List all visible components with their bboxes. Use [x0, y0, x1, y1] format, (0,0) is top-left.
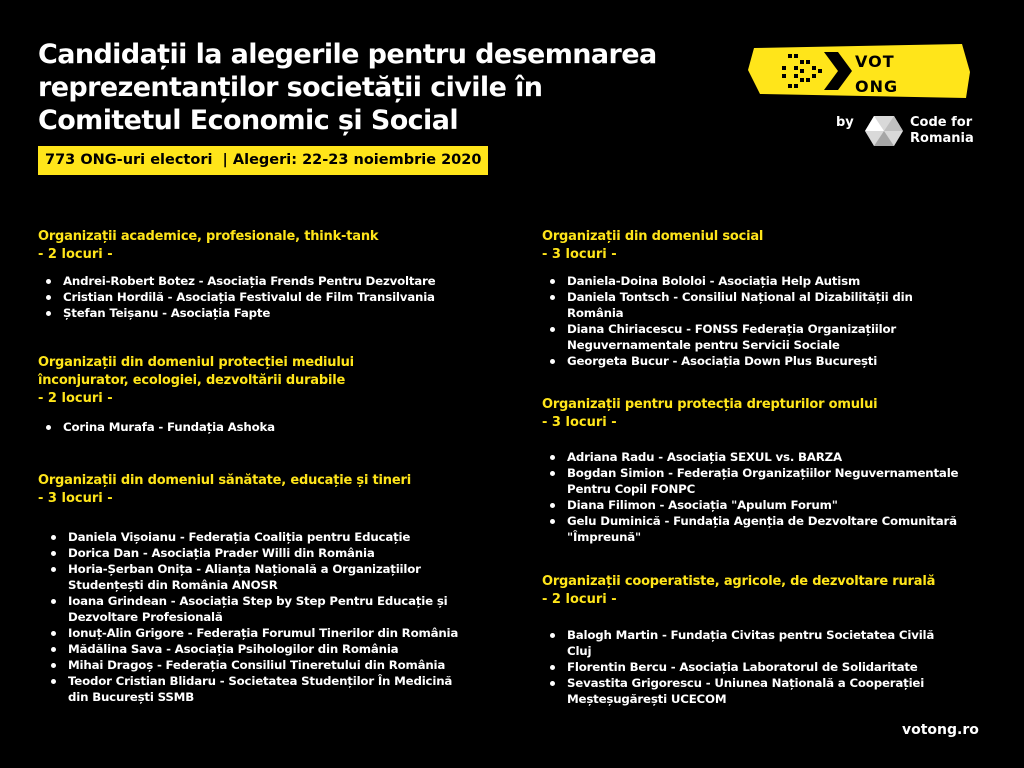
election-info-banner: 773 ONG-uri electori | Alegeri: 22-23 noiembrie 2020 [38, 146, 488, 175]
section-title: Organizații cooperatiste, agricole, de dezvoltare rurală [542, 574, 936, 589]
candidate-list [550, 273, 970, 369]
list-item: Dorica Dan - Asociația Prader Willi din România [51, 545, 471, 561]
section-health-education [38, 472, 488, 705]
list-item: Mihai Dragoș - Federația Consiliul Tineretului din România [51, 657, 471, 673]
section-title: Organizații pentru protecția drepturilor omului [542, 397, 878, 412]
list-item: Daniela Vișoianu - Federația Coaliția pentru Educație [51, 529, 471, 545]
logo-text-vot: VOT [855, 52, 895, 71]
list-item: Ștefan Teișanu - Asociația Fapte [46, 305, 488, 321]
code-for-romania-label [910, 115, 990, 147]
section-seats: - 2 locuri - [38, 391, 113, 406]
candidate-list [46, 273, 488, 321]
list-item: Ioana Grindean - Asociația Step by Step Pentru Educație și Dezvoltare Profesională [51, 593, 471, 625]
title-line-3: Comitetul Economic și Social [38, 105, 458, 136]
candidate-list [51, 529, 471, 705]
list-item: Bogdan Simion - Federația Organizațiilor Neguvernamentale Pentru Copil FONPC [550, 465, 960, 497]
section-human-rights [542, 396, 987, 545]
list-item: Gelu Duminică - Fundația Agenția de Dezvoltare Comunitară "Împreună" [550, 513, 960, 545]
list-item: Corina Murafa - Fundația Ashoka [46, 419, 496, 435]
by-label: by [836, 115, 854, 130]
title-line-1: Candidații la alegerile pentru desemnarea [38, 39, 657, 70]
logo-text-ong: ONG [855, 77, 899, 96]
section-seats: - 3 locuri - [38, 491, 113, 506]
section-title: Organizații din domeniul sănătate, educație și tineri [38, 473, 411, 488]
list-item: Mădălina Sava - Asociația Psihologilor din România [51, 641, 471, 657]
list-item: Balogh Martin - Fundația Civitas pentru Societatea Civilă Cluj [550, 627, 940, 659]
page-title [38, 38, 678, 137]
list-item: Diana Chiriacescu - FONSS Federația Organizațiilor Neguvernamentale pentru Servicii Sociale [550, 321, 970, 353]
list-item: Ionuț-Alin Grigore - Federația Forumul Tinerilor din România [51, 625, 471, 641]
list-item: Horia-Șerban Onița - Alianța Națională a Organizațiilor Studențești din România ANOSR [51, 561, 471, 593]
list-item: Sevastita Grigorescu - Uniunea Națională a Cooperației Meșteșugărești UCECOM [550, 675, 940, 707]
list-item: Daniela-Doina Bololoi - Asociația Help Autism [550, 273, 970, 289]
list-item: Cristian Hordilă - Asociația Festivalul de Film Transilvania [46, 289, 488, 305]
title-line-2: reprezentanților societății civile în [38, 72, 543, 103]
candidate-list [46, 419, 496, 435]
candidate-list [550, 627, 940, 707]
section-seats: - 3 locuri - [542, 247, 617, 262]
list-item: Adriana Radu - Asociația SEXUL vs. BARZA [550, 449, 960, 465]
org-name-line-1: Code for [910, 115, 973, 130]
section-seats: - 3 locuri - [542, 415, 617, 430]
section-seats: - 2 locuri - [542, 592, 617, 607]
list-item: Florentin Bercu - Asociația Laboratorul de Solidaritate [550, 659, 940, 675]
list-item: Diana Filimon - Asociația "Apulum Forum" [550, 497, 960, 513]
section-title: Organizații din domeniul social [542, 229, 764, 244]
candidate-list [550, 449, 960, 545]
section-cooperative-rural [542, 573, 987, 707]
list-item: Daniela Tontsch - Consiliul Național al Dizabilității din România [550, 289, 970, 321]
website-link[interactable]: votong.ro [902, 722, 979, 738]
section-title: Organizații academice, profesionale, think-tank [38, 229, 379, 244]
section-academic [38, 228, 488, 321]
section-social [542, 228, 987, 369]
list-item: Andrei-Robert Botez - Asociația Frends Pentru Dezvoltare [46, 273, 488, 289]
org-name-line-2: Romania [910, 131, 974, 146]
section-title: Organizații din domeniul protecției mediului înconjurator, ecologiei, dezvoltării durabile [38, 355, 354, 388]
list-item: Teodor Cristian Blidaru - Societatea Studenților În Medicină din București SSMB [51, 673, 471, 705]
list-item: Georgeta Bucur - Asociația Down Plus București [550, 353, 970, 369]
code-for-romania-icon [864, 114, 904, 148]
section-seats: - 2 locuri - [38, 247, 113, 262]
section-environment [38, 354, 358, 435]
